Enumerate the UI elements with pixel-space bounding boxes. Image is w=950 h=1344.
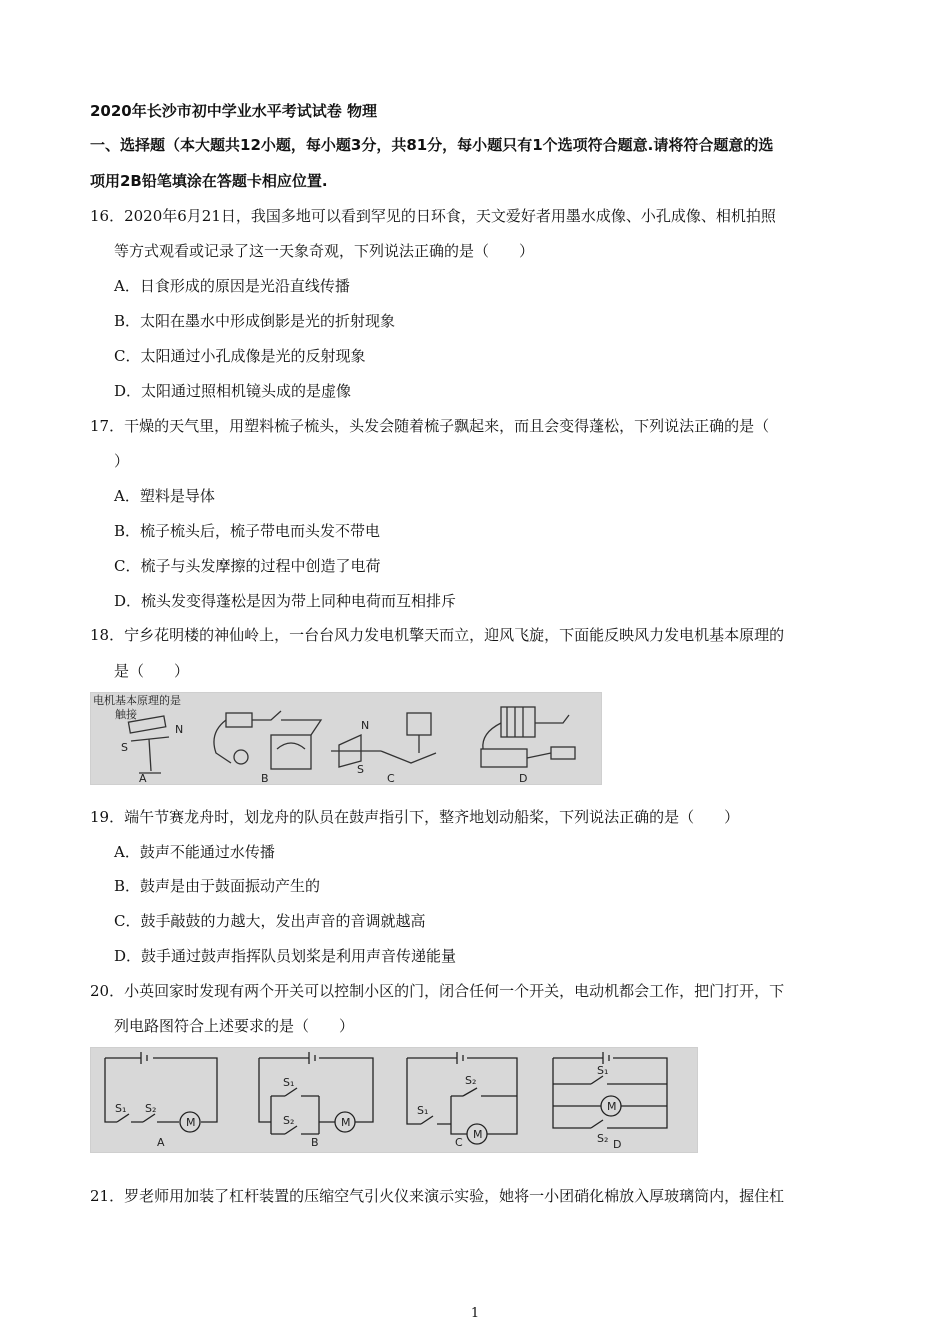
q18-diagram-a [128,716,169,773]
q20-circuit-d [553,1052,667,1128]
q20-label-b: B [311,1136,319,1149]
q20-label-d: D [613,1138,622,1151]
q20-a-s2: S₂ [145,1102,157,1115]
q17-stem-line-2: ） [114,452,130,470]
q16-option-b: B．太阳在墨水中形成倒影是光的折射现象 [114,312,396,330]
q17-option-c: C．梳子与头发摩擦的过程中创造了电荷 [114,557,381,575]
q18-diagram-b [214,711,321,769]
q20-b-motor: M [341,1116,351,1129]
q18-label-c-s: S [357,763,364,776]
q18-label-a-n: N [175,723,184,736]
q20-label-c: C [455,1136,463,1149]
q16-stem-line-2: 等方式观看或记录了这一天象奇观，下列说法正确的是（ ） [114,242,535,260]
q18-label-c: C [387,772,395,784]
section-heading-line-1: 一、选择题（本大题共12小题，每小题3分，共81分，每小题只有1个选项符合题意.请将符合题意的选 [90,136,774,154]
q16-stem-line-1: 16．2020年6月21日，我国多地可以看到罕见的日环食，天文爱好者用墨水成像、小孔成像、相机拍照 [90,207,776,225]
q17-option-b: B．梳子梳头后，梳子带电而头发不带电 [114,522,381,540]
q18-label-a: A [139,772,147,784]
q20-d-motor: M [607,1100,617,1113]
q20-c-s1: S₁ [417,1104,429,1117]
q20-figure [90,1047,698,1153]
q18-label-a-touch: 触接 [115,708,137,721]
q16-option-d: D．太阳通过照相机镜头成的是虚像 [114,382,352,400]
q19-option-c: C．鼓手敲鼓的力越大，发出声音的音调就越高 [114,912,426,930]
q20-d-s1: S₁ [597,1064,609,1077]
q19-option-a: A．鼓声不能通过水传播 [114,843,275,861]
q20-a-s1: S₁ [115,1102,127,1115]
q19-option-d: D．鼓手通过鼓声指挥队员划桨是利用声音传递能量 [114,947,457,965]
q18-diagram-c [331,713,436,767]
q18-label-c-n: N [361,719,370,732]
q20-circuit-c [407,1052,517,1144]
q20-stem-line-2: 列电路图符合上述要求的是（ ） [114,1017,355,1035]
q16-option-a: A．日食形成的原因是光沿直线传播 [114,277,350,295]
q19-option-b: B．鼓声是由于鼓面振动产生的 [114,877,321,895]
q20-b-s2: S₂ [283,1114,295,1127]
q20-stem-line-1: 20．小英回家时发现有两个开关可以控制小区的门，闭合任何一个开关，电动机都会工作，把门打开，下 [90,982,785,1000]
q17-option-a: A．塑料是导体 [114,487,215,505]
q20-c-s2: S₂ [465,1074,477,1087]
page-number: 1 [470,1306,480,1321]
q18-figure [90,692,602,785]
q18-label-d: D [519,772,528,784]
q16-option-c: C．太阳通过小孔成像是光的反射现象 [114,347,366,365]
q18-stem-line-2: 是（ ） [114,662,190,680]
q18-diagram-d [481,707,575,767]
q19-stem-line-1: 19．端午节赛龙舟时，划龙舟的队员在鼓声指引下，整齐地划动船桨，下列说法正确的是（ ） [90,808,740,826]
q18-stem-line-1: 18．宁乡花明楼的神仙岭上，一台台风力发电机擎天而立，迎风飞旋，下面能反映风力发电机基本原理的 [90,626,785,644]
q20-label-a: A [157,1136,165,1149]
q20-d-s2: S₂ [597,1132,609,1145]
section-heading-line-2: 项用2B铅笔填涂在答题卡相应位置. [90,172,328,190]
q20-c-motor: M [473,1128,483,1141]
q20-circuit-a [105,1052,217,1132]
q20-b-s1: S₁ [283,1076,295,1089]
q21-stem-line-1: 21．罗老师用加装了杠杆装置的压缩空气引火仪来演示实验，她将一小团硝化棉放入厚玻璃筒内，握住杠 [90,1187,785,1205]
q18-figure-caption: 电机基本原理的是 [93,694,181,707]
q18-label-b: B [261,772,269,784]
q18-label-a-s: S [121,741,128,754]
page-title: 2020年长沙市初中学业水平考试试卷 物理 [90,102,377,120]
q17-option-d: D．梳头发变得蓬松是因为带上同种电荷而互相排斥 [114,592,457,610]
q20-a-motor: M [186,1116,196,1129]
q20-circuit-b [259,1052,373,1134]
q17-stem-line-1: 17．干燥的天气里，用塑料梳子梳头，头发会随着梳子飘起来，而且会变得蓬松，下列说法正确的是（ [90,417,770,435]
